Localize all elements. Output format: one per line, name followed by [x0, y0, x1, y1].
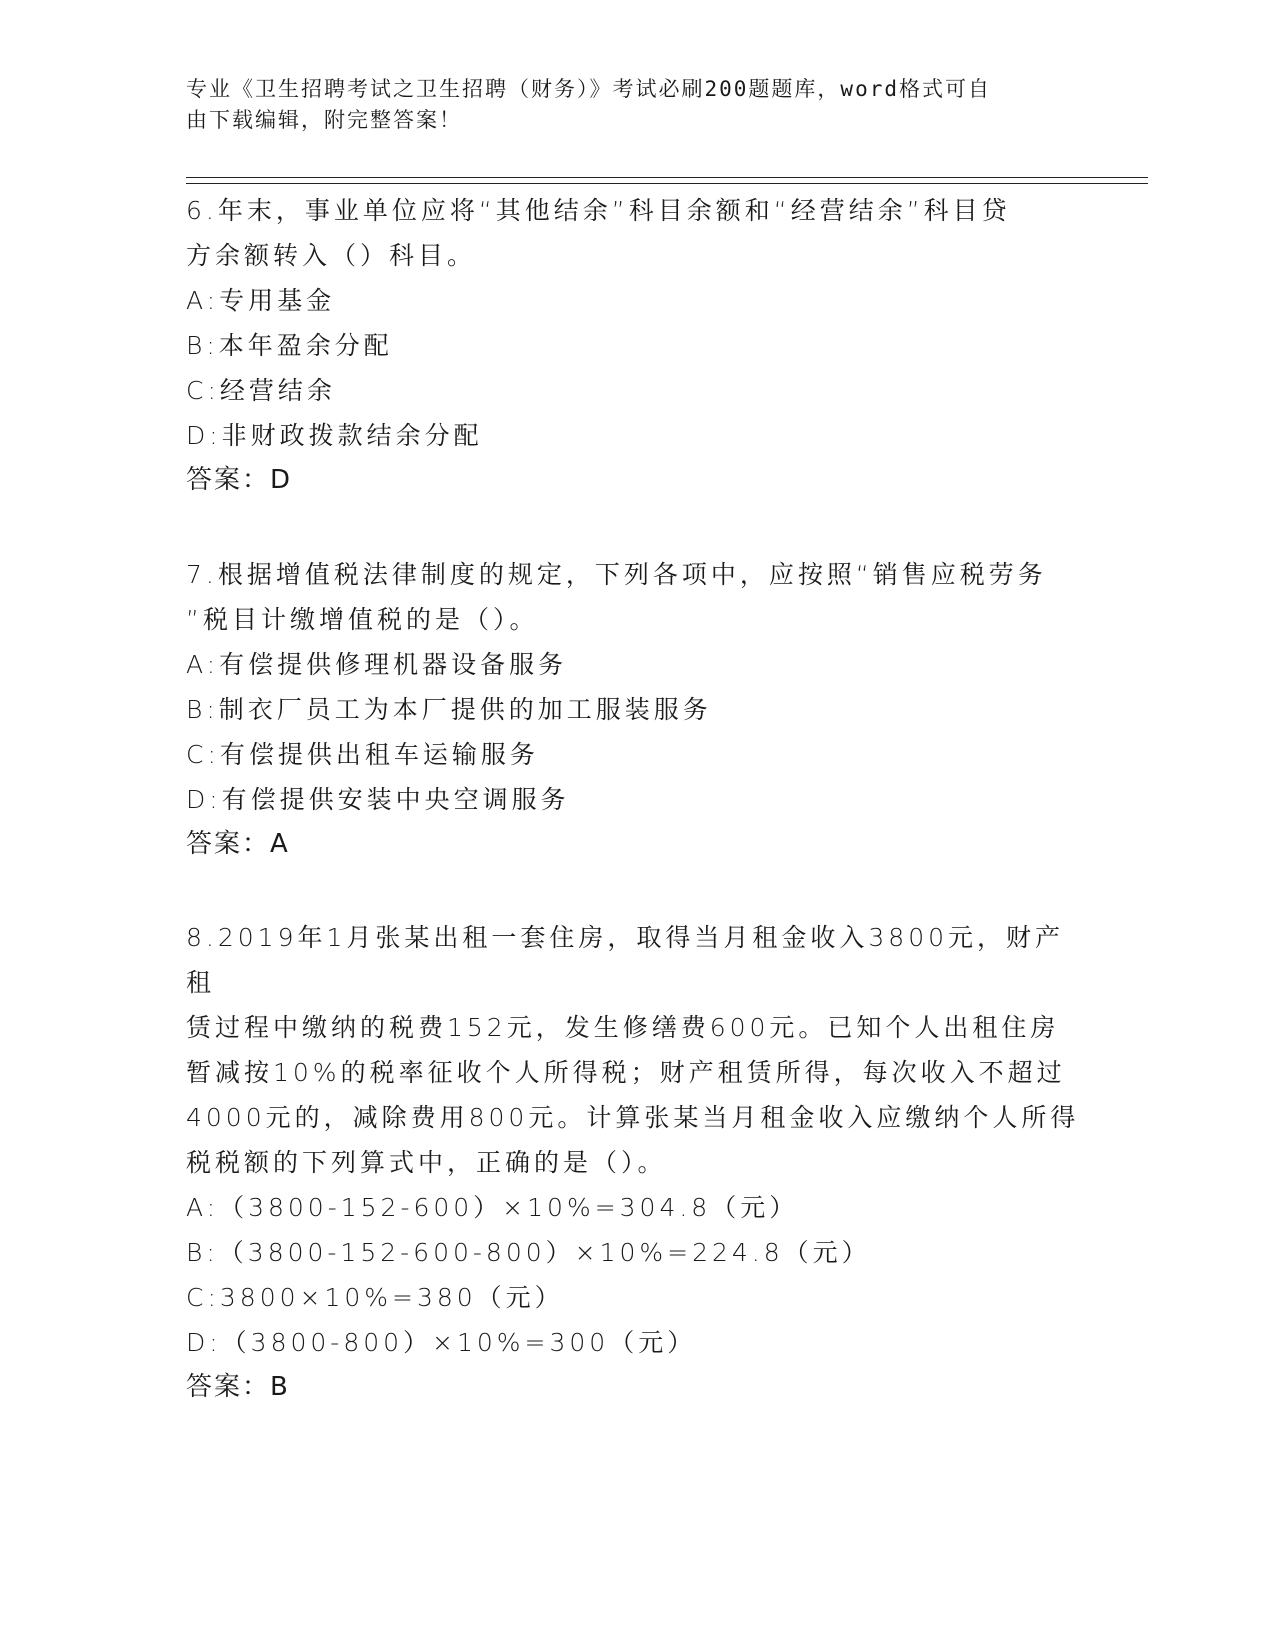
question-stem-line: 赁过程中缴纳的税费152元，发生修缮费600元。已知个人出租住房	[186, 1013, 1060, 1042]
option-b: B:本年盈余分配	[186, 331, 393, 360]
option-b: B:制衣厂员工为本厂提供的加工服装服务	[186, 695, 712, 724]
document-header	[186, 74, 1066, 136]
header-line-2: 由下载编辑，附完整答案！	[186, 108, 462, 132]
option-a: A:专用基金	[186, 286, 336, 315]
question-stem-line: 方余额转入（）科目。	[186, 241, 477, 270]
answer-label: 答案：B	[186, 1372, 290, 1402]
question-6	[186, 188, 1086, 503]
option-d: D:有偿提供安装中央空调服务	[186, 785, 570, 814]
option-c: C:3800×10%=380（元）	[186, 1283, 564, 1312]
question-stem-line: 暂减按10%的税率征收个人所得税；财产租赁所得，每次收入不超过	[186, 1058, 1066, 1087]
question-8	[186, 915, 1086, 1410]
option-b: B:（3800-152-600-800）×10%=224.8（元）	[186, 1238, 871, 1267]
question-stem-line: 4000元的，减除费用800元。计算张某当月租金收入应缴纳个人所得	[186, 1103, 1080, 1132]
option-c: C:有偿提供出租车运输服务	[186, 740, 539, 769]
question-stem-line: ”税目计缴增值税的是（）。	[186, 605, 539, 634]
answer-label: 答案：D	[186, 465, 293, 495]
option-a: A:有偿提供修理机器设备服务	[186, 650, 568, 679]
header-divider	[186, 177, 1148, 184]
question-stem-line: 税税额的下列算式中，正确的是（）。	[186, 1148, 667, 1177]
option-c: C:经营结余	[186, 376, 336, 405]
question-7	[186, 552, 1086, 867]
header-line-1: 专业《卫生招聘考试之卫生招聘（财务）》考试必刷200题题库，word格式可自	[186, 77, 991, 101]
option-d: D:非财政拨款结余分配	[186, 421, 483, 450]
question-stem-line: 6.年末，事业单位应将“其他结余”科目余额和“经营结余”科目贷	[186, 196, 1011, 225]
answer-label: 答案：A	[186, 829, 290, 859]
option-a: A:（3800-152-600）×10%=304.8（元）	[186, 1193, 799, 1222]
question-stem-line: 8.2019年1月张某出租一套住房，取得当月租金收入3800元，财产租	[186, 923, 1065, 997]
option-d: D:（3800-800）×10%=300（元）	[186, 1328, 697, 1357]
question-stem-line: 7.根据增值税法律制度的规定，下列各项中，应按照“销售应税劳务	[186, 560, 1047, 589]
